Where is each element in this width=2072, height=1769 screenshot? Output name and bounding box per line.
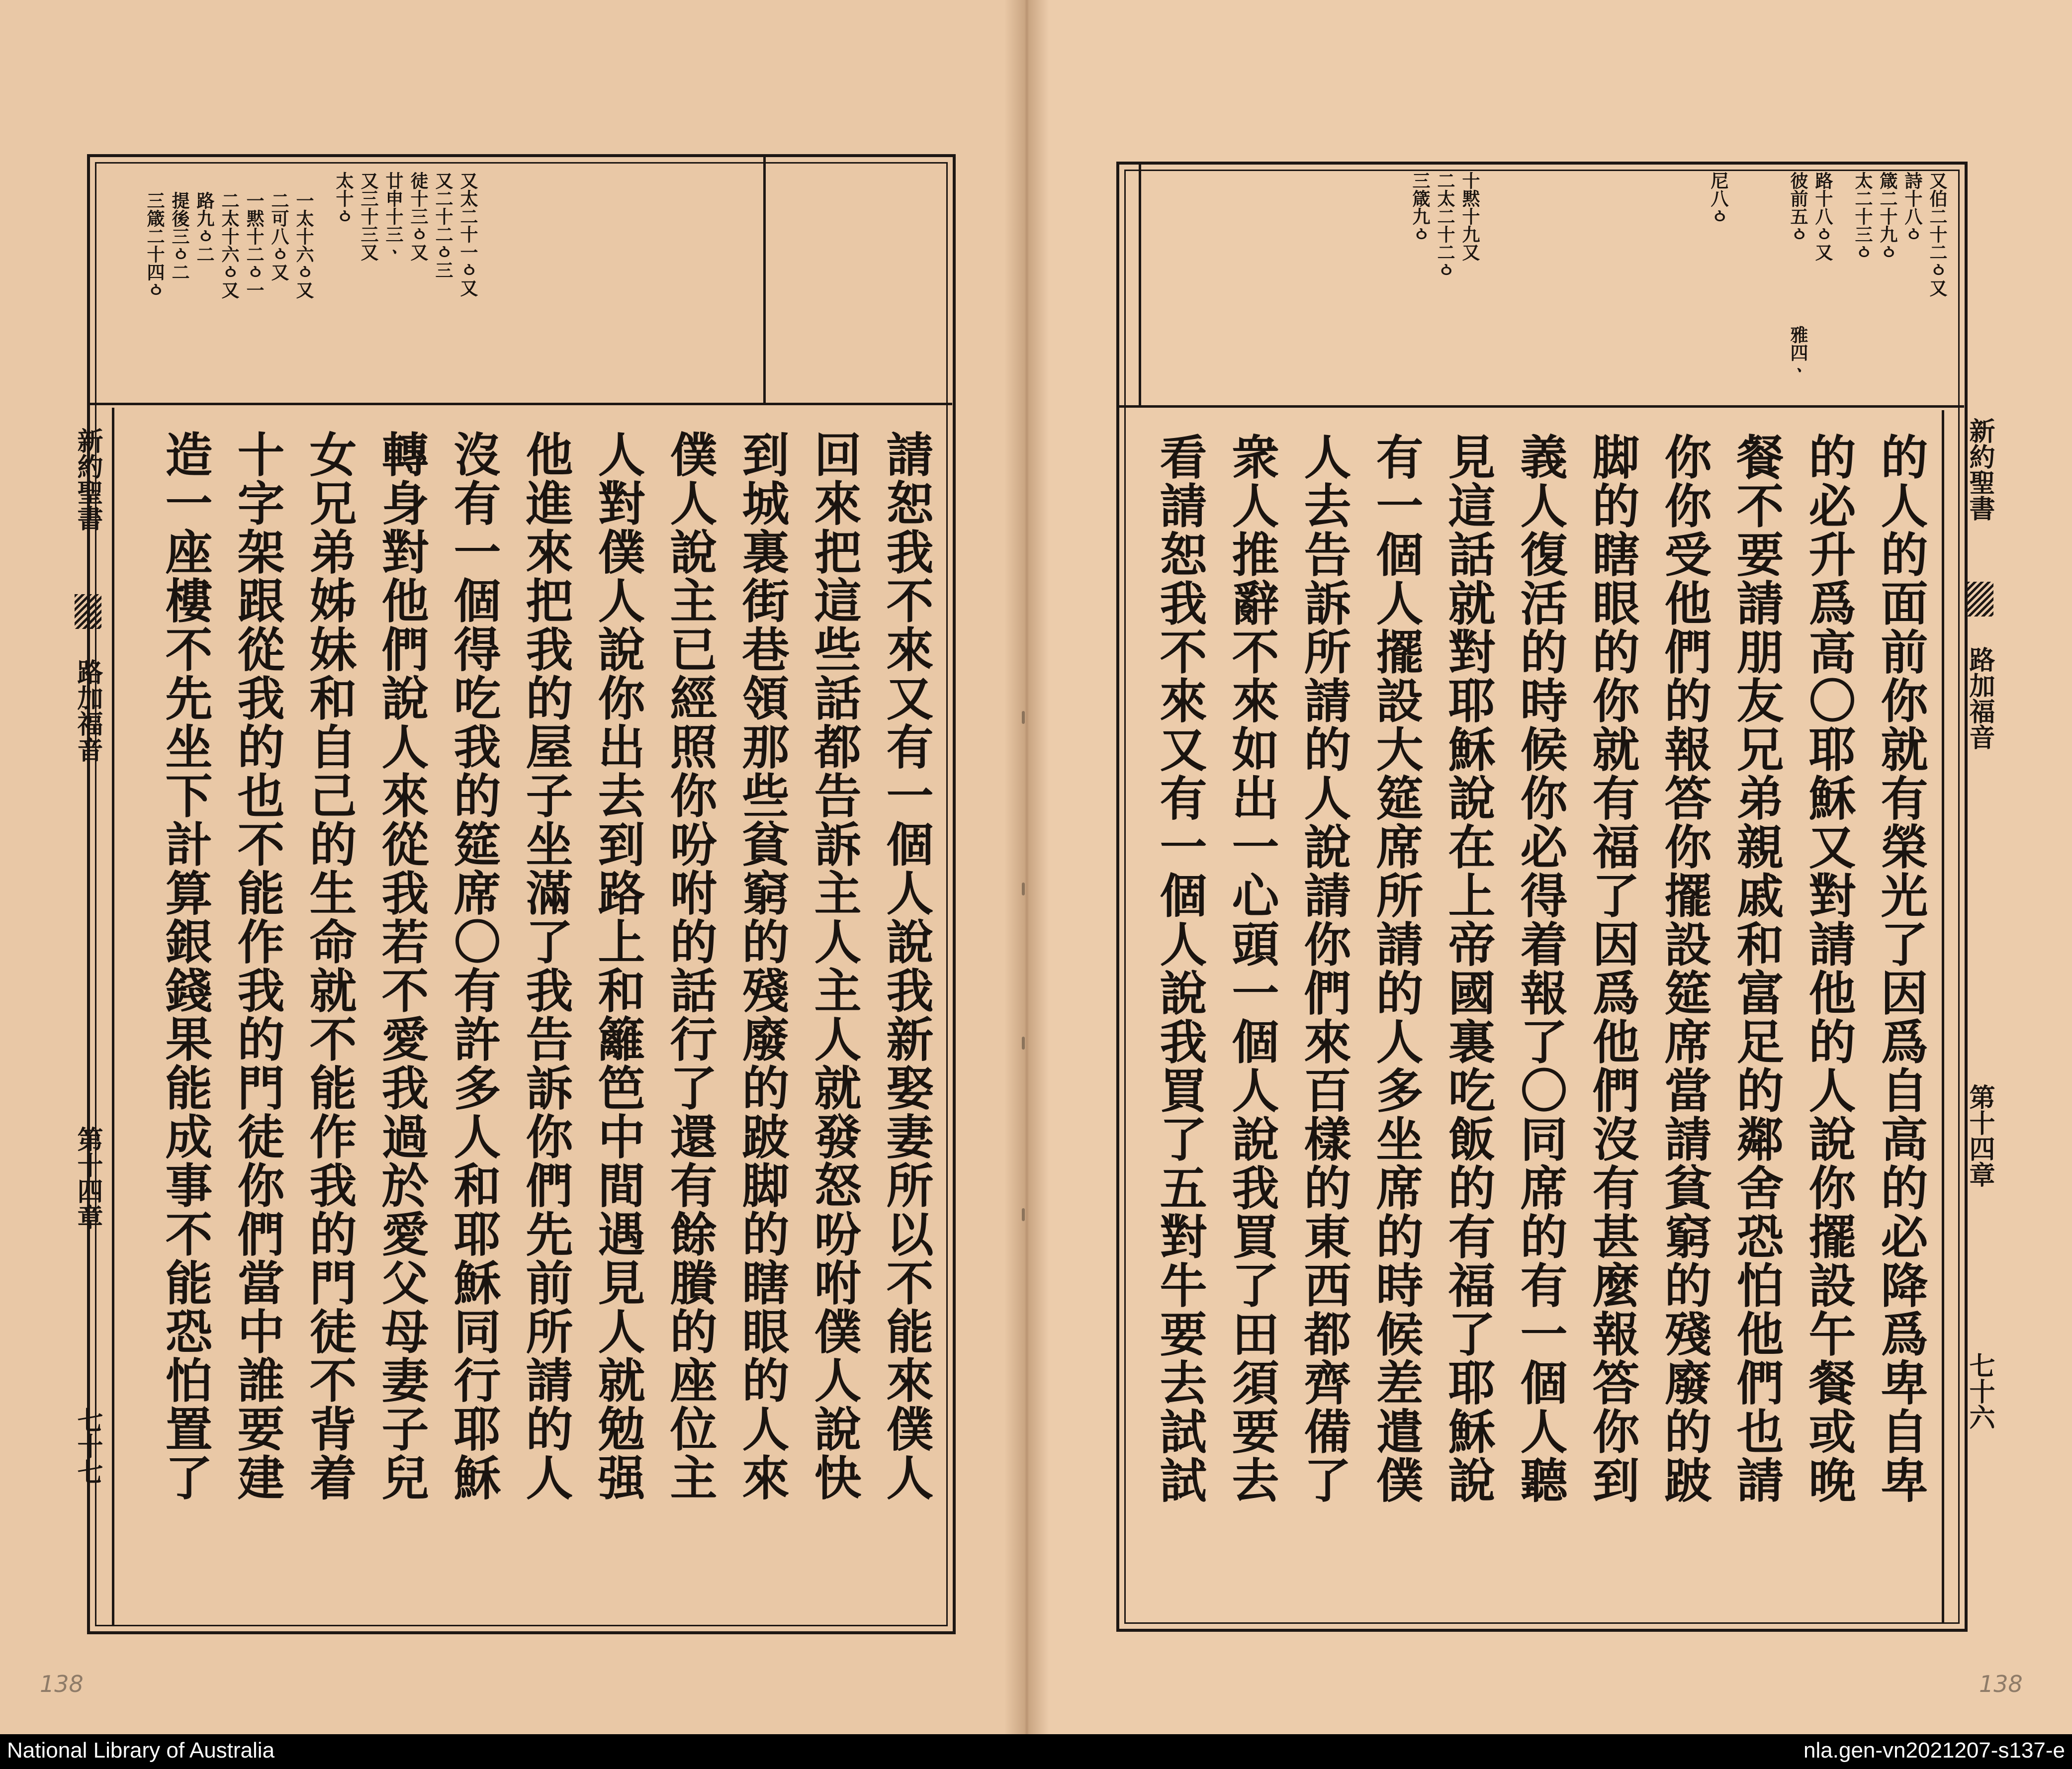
right-reference-divider <box>1139 164 1141 408</box>
text-column: 義人復活的時候你必得着報了〇同席的有一個人聽 <box>1513 433 1568 1504</box>
text-column: 看請恕我不來又有一個人說我買了五對牛要去試試 <box>1152 433 1207 1504</box>
text-column: 到城裏街巷領那些貧窮的殘廢的跛脚的瞎眼的人來 <box>734 430 790 1502</box>
left-margin-rule <box>112 408 114 1626</box>
text-column: 他進來把我的屋子坐滿了我告訴你們先前所請的人 <box>518 430 573 1502</box>
text-column: 造一座樓不先坐下計算銀錢果能成事不能恐怕置了 <box>158 430 213 1502</box>
text-column: 女兄弟姊妹和自己的生命就不能作我的門徒不背着 <box>302 430 357 1502</box>
pencil-page-note: 138 <box>40 1671 84 1697</box>
left-reference-divider <box>763 157 766 405</box>
reference-note: 一黙十二ㆁ一 <box>244 191 265 299</box>
right-book-title: 新約聖書 <box>1965 418 1995 521</box>
text-column: 的人的面前你就有榮光了因爲自高的必降爲卑自卑 <box>1873 433 1928 1504</box>
reference-note: 尼八ㆁ <box>1708 172 1729 225</box>
reference-note: 路十八ㆁ又 <box>1812 172 1833 261</box>
left-book-title: 新約聖書 <box>73 428 103 531</box>
reference-note: 三箴九ㆁ <box>1410 172 1431 243</box>
text-column: 轉身對他們說人來從我若不愛我過於愛父母妻子兒 <box>374 430 429 1502</box>
left-gospel-title: 路加福音 <box>73 659 103 762</box>
text-column: 僕人說主已經照你吩咐的話行了還有餘賸的座位主 <box>662 430 718 1502</box>
text-column: 請恕我不來又有一個人說我新娶妻所以不能來僕人 <box>879 430 934 1502</box>
text-column: 的必升爲高〇耶穌又對請他的人說你擺設午餐或晚 <box>1801 433 1856 1504</box>
reference-note: 三箴二十四ㆁ <box>144 191 165 299</box>
item-identifier: nla.gen-vn2021207-s137-e <box>1803 1738 2065 1763</box>
binding-stitch <box>1022 1208 1025 1221</box>
reference-note: 提後三ㆁ二 <box>169 191 190 281</box>
reference-note: 雅四ㆍ <box>1788 326 1808 379</box>
reference-note: 路九ㆁ二 <box>194 191 215 263</box>
pencil-page-note: 138 <box>1979 1671 2023 1697</box>
text-column: 十字架跟從我的也不能作我的門徒你們當中誰要建 <box>230 430 285 1502</box>
reference-note: 詩十八ㆁ <box>1902 172 1923 243</box>
book-gutter <box>1004 0 1049 1734</box>
right-margin-rule <box>1942 410 1944 1623</box>
text-column: 回來把這些話都告訴主人主人就發怒吩咐僕人說快 <box>807 430 862 1502</box>
binding-stitch <box>1022 711 1025 724</box>
text-column: 見這話就對耶穌說在上帝國裏吃飯的有福了耶穌說 <box>1441 433 1496 1504</box>
text-column: 人去告訴所請的人說請你們來百樣的東西都齊備了 <box>1296 433 1351 1504</box>
reference-note: 太二十三ㆁ <box>1852 172 1873 261</box>
left-chapter-title: 第十四章 <box>73 1126 103 1230</box>
reference-note: 又三十三又 <box>358 172 379 261</box>
reference-note: 又太二十一ㆁ又 <box>457 172 478 297</box>
text-column: 餐不要請朋友兄弟親戚和富足的鄰舍恐怕他們也請 <box>1729 433 1784 1504</box>
text-column: 沒有一個得吃我的筵席〇有許多人和耶穌同行耶穌 <box>446 430 501 1502</box>
ornament-icon <box>75 594 101 629</box>
right-header-divider <box>1116 405 1964 408</box>
binding-stitch <box>1022 883 1025 895</box>
text-column: 衆人推辭不來如出一心頭一個人說我買了田須要去 <box>1224 433 1279 1504</box>
reference-note: 廿申十三ㆍ <box>383 172 404 261</box>
right-gospel-title: 路加福音 <box>1965 646 1995 750</box>
reference-note: 又伯二十二ㆁ又 <box>1927 172 1948 297</box>
reference-note: 十黙十九又 <box>1459 172 1480 261</box>
right-chapter-title: 第十四章 <box>1965 1084 1995 1187</box>
reference-note: 二可八ㆁ又 <box>269 191 289 281</box>
text-column: 有一個人擺設大筵席所請的人多坐席的時候差遣僕 <box>1368 433 1424 1504</box>
left-page-number: 七十七 <box>73 1407 103 1485</box>
text-column: 你你受他們的報答你擺設筵席當請貧窮的殘廢的跛 <box>1657 433 1712 1504</box>
library-footer-bar <box>0 1734 2072 1769</box>
reference-note: 徒十三ㆁ又 <box>408 172 429 261</box>
reference-note: 太十ㆁ <box>333 172 354 225</box>
reference-note: 箴二十九ㆁ <box>1877 172 1898 261</box>
reference-note: 二太二十二ㆁ <box>1435 172 1455 279</box>
text-column: 人對僕人說你出去到路上和籬笆中間遇見人就勉强 <box>590 430 645 1502</box>
reference-note: 又二十二ㆁ三 <box>433 172 453 279</box>
reference-note: 一太十六ㆁ又 <box>293 191 314 299</box>
right-page-number: 七十六 <box>1965 1352 1995 1430</box>
reference-note: 彼前五ㆁ <box>1788 172 1808 243</box>
library-name: National Library of Australia <box>7 1738 275 1763</box>
text-column: 脚的瞎眼的你就有福了因爲他們沒有甚麼報答你到 <box>1585 433 1640 1504</box>
binding-stitch <box>1022 1037 1025 1050</box>
ornament-icon <box>1967 582 1993 617</box>
reference-note: 二太十六ㆁ又 <box>219 191 240 299</box>
